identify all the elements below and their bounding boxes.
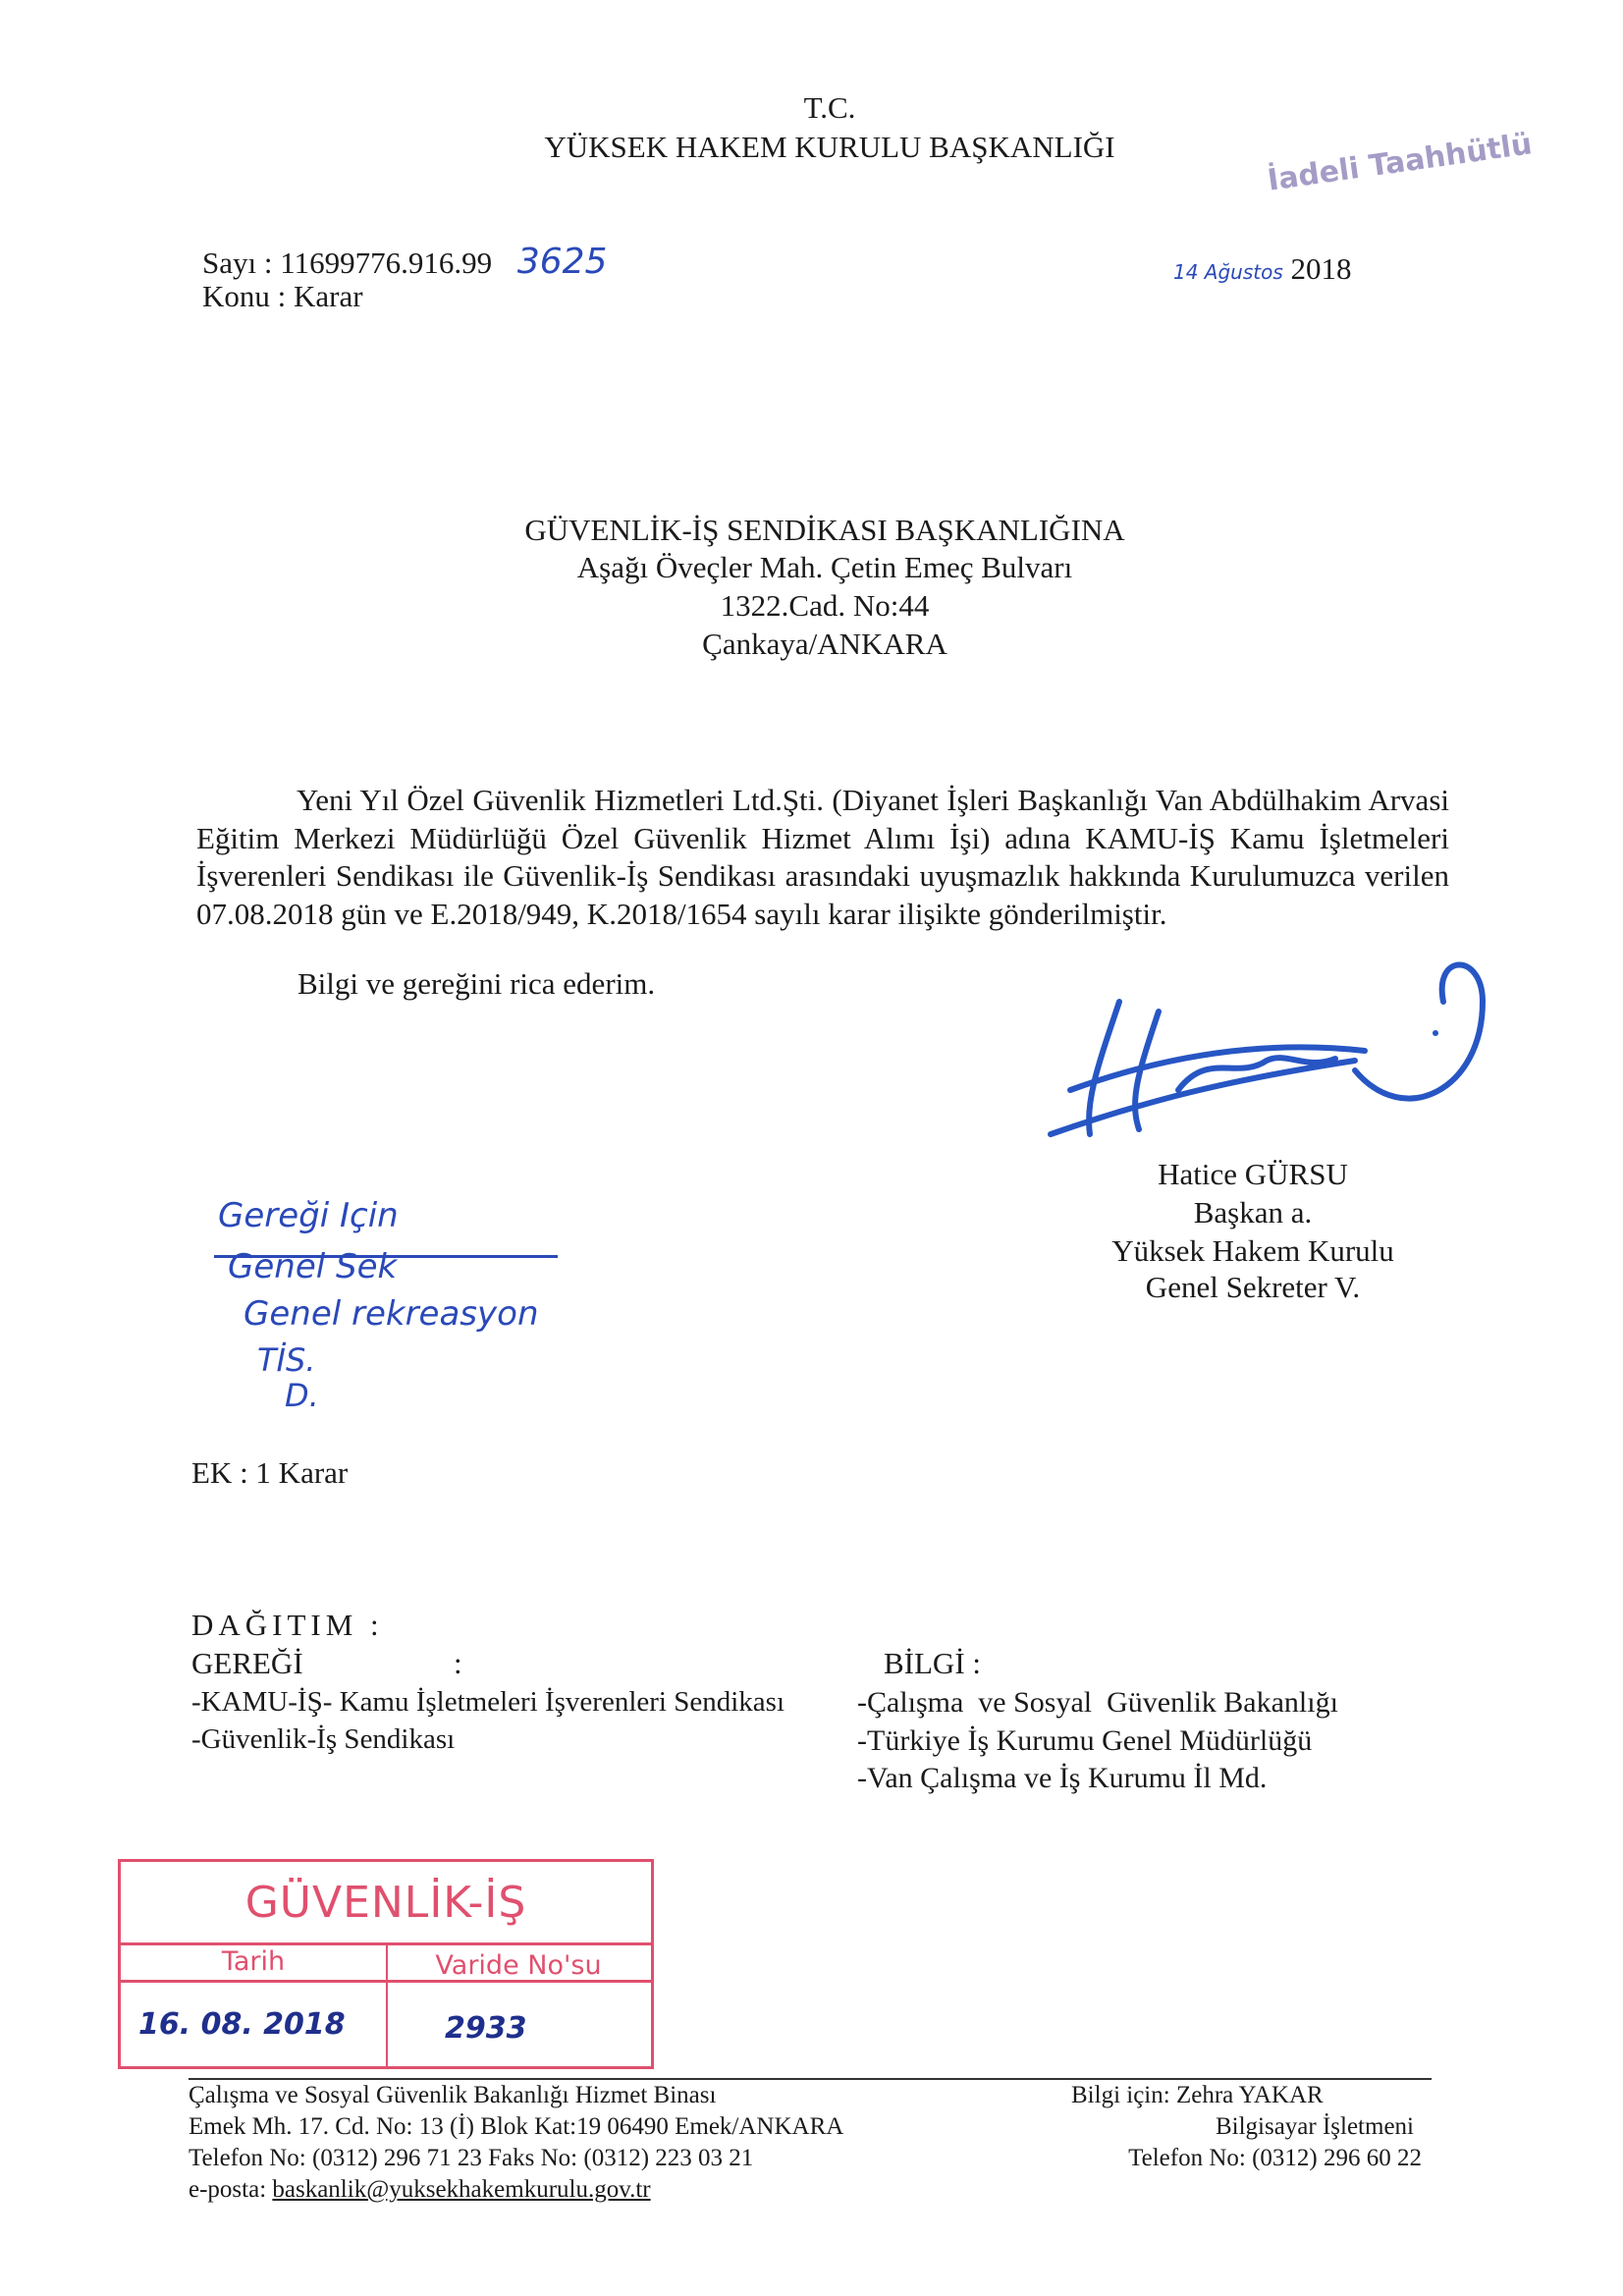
footer-divider <box>189 2078 1432 2080</box>
stamp-number-label: Varide No'su <box>435 1950 602 1981</box>
stamp-date-label: Tarih <box>221 1946 286 1977</box>
date-handwritten: 14 Ağustos <box>1173 260 1283 284</box>
attachment-line: EK : 1 Karar <box>191 1455 349 1490</box>
footer-contact-title: Bilgisayar İşletmeni <box>1215 2113 1414 2140</box>
closing-line: Bilgi ve gereğini rica ederim. <box>298 966 656 1001</box>
bilgi-item: -Türkiye İş Kurumu Genel Müdürlüğü <box>857 1724 1313 1757</box>
bilgi-label: BİLGİ : <box>884 1646 982 1680</box>
addressee-line: Çankaya/ANKARA <box>702 627 947 661</box>
footer-phone: Telefon No: (0312) 296 71 23 Faks No: (0312) 223 03 21 <box>189 2145 754 2171</box>
signatory-title: Genel Sekreter V. <box>1145 1270 1361 1304</box>
date-year: 2018 <box>1290 251 1352 286</box>
registered-mail-stamp: İadeli Taahhütlü <box>1265 127 1535 198</box>
note-line: TİS. <box>257 1341 316 1379</box>
note-line: D. <box>285 1377 319 1414</box>
header-institution: YÜKSEK HAKEM KURULU BAŞKANLIĞI <box>544 130 1115 164</box>
addressee-line: Aşağı Öveçler Mah. Çetin Emeç Bulvarı <box>576 550 1073 584</box>
gerei-item: -KAMU-İŞ- Kamu İşletmeleri İşverenleri Sendikası <box>191 1686 785 1718</box>
sayi-value: : 11699776.916.99 <box>263 246 493 280</box>
sayi-line <box>202 242 607 282</box>
email-label: e-posta: <box>189 2176 267 2203</box>
signature-image <box>1031 943 1502 1169</box>
distribution-title: DAĞITIM : <box>191 1608 384 1642</box>
signatory-name: Hatice GÜRSU <box>1158 1157 1348 1191</box>
addressee-line: 1322.Cad. No:44 <box>720 588 930 623</box>
gerei-item: -Güvenlik-İş Sendikası <box>191 1723 456 1755</box>
footer-email-line <box>189 2176 651 2204</box>
receipt-stamp <box>118 1859 654 2069</box>
konu-label: Konu <box>202 279 270 313</box>
email-link[interactable]: baskanlik@yuksekhakemkurulu.gov.tr <box>272 2176 651 2203</box>
sayi-label: Sayı <box>202 246 257 280</box>
bilgi-item: -Çalışma ve Sosyal Güvenlik Bakanlığı <box>857 1686 1338 1719</box>
addressee-line: GÜVENLİK-İŞ SENDİKASI BAŞKANLIĞINA <box>524 513 1125 547</box>
body-text: Yeni Yıl Özel Güvenlik Hizmetleri Ltd.Şti. (Diyanet İşleri Başkanlığı Van Abdülhakim Arvasi Eğitim Merkezi Müdürlüğü Özel Güvenlik Hizmet Alımı İşi) adına KAMU-İŞ Kamu İşletmeleri İşverenleri Sendikası ile Güvenlik-İş Sendikası arasındaki uyuşmazlık hakkında Kurulumuzca verilen 07.08.2018 gün ve E.2018/949, K.2018/1654 sayılı karar ilişikte gönderilmiştir. <box>196 783 1449 931</box>
bilgi-item: -Van Çalışma ve İş Kurumu İl Md. <box>857 1762 1268 1794</box>
footer-contact: Bilgi için: Zehra YAKAR <box>1071 2082 1324 2108</box>
note-line: Gereği Için <box>218 1196 399 1235</box>
footer-address: Emek Mh. 17. Cd. No: 13 (İ) Blok Kat:19 06490 Emek/ANKARA <box>189 2113 844 2140</box>
note-line: Genel rekreasyon <box>243 1294 539 1334</box>
konu-line <box>202 279 363 314</box>
footer-address: Çalışma ve Sosyal Güvenlik Bakanlığı Hizmet Binası <box>189 2082 717 2108</box>
gerei-colon: : <box>454 1646 462 1680</box>
sayi-handwritten: 3625 <box>516 242 608 282</box>
signatory-title: Yüksek Hakem Kurulu <box>1111 1233 1394 1268</box>
body-paragraph <box>196 782 1449 933</box>
signatory-title: Başkan a. <box>1193 1195 1313 1230</box>
note-line: Genel Sek <box>228 1247 398 1286</box>
konu-value: : Karar <box>277 279 363 313</box>
stamp-title: GÜVENLİK-İŞ <box>244 1878 527 1928</box>
stamp-number-value: 2933 <box>445 2011 527 2046</box>
footer-contact-phone: Telefon No: (0312) 296 60 22 <box>1128 2145 1422 2171</box>
header-tc: T.C. <box>803 90 856 125</box>
document-date <box>1173 251 1352 287</box>
stamp-date-value: 16. 08. 2018 <box>138 2007 346 2042</box>
gerei-label: GEREĞİ <box>191 1646 303 1680</box>
